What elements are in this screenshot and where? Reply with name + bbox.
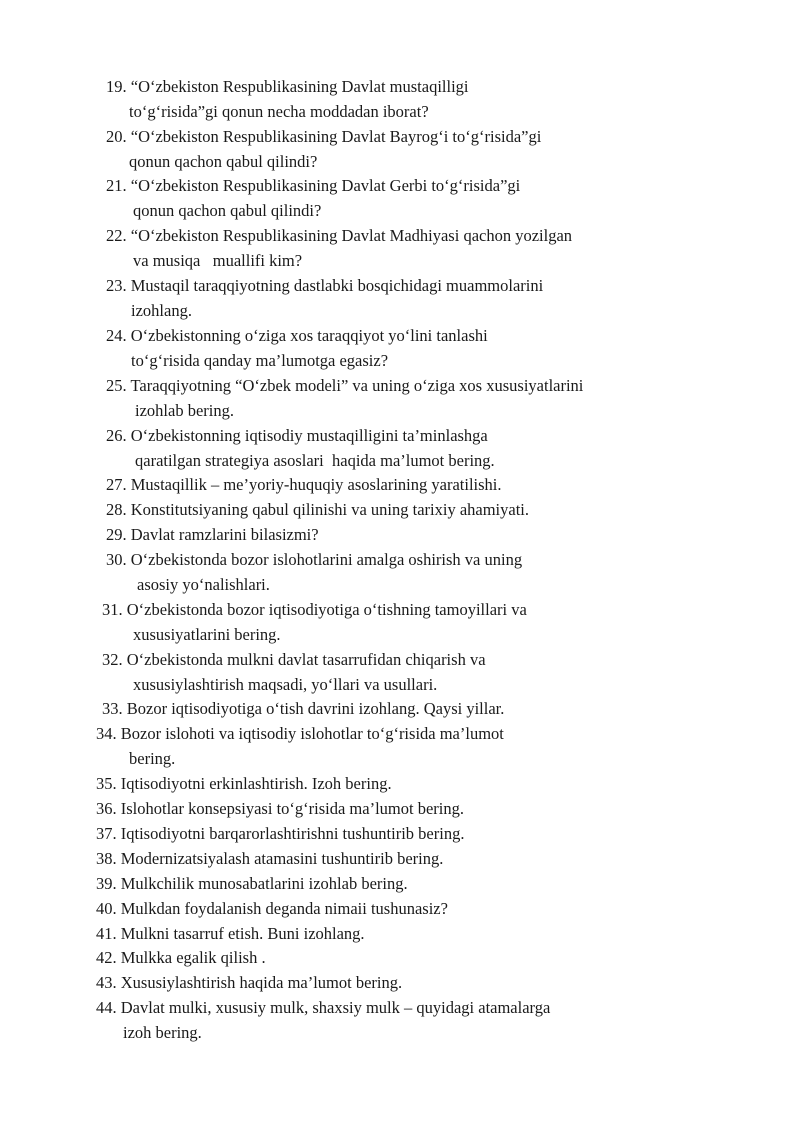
question-35: 35. Iqtisodiyotni erkinlashtirish. Izoh bering. bbox=[96, 774, 392, 793]
question-21-line-2: qonun qachon qabul qilindi? bbox=[133, 201, 322, 220]
question-30-line-1: 30. O‘zbekistonda bozor islohotlarini amalga oshirish va uning bbox=[106, 550, 523, 569]
question-30-line-2: asosiy yo‘nalishlari. bbox=[137, 575, 270, 594]
question-36: 36. Islohotlar konsepsiyasi to‘g‘risida ma’lumot bering. bbox=[96, 799, 464, 818]
question-22-line-1: 22. “O‘zbekiston Respublikasining Davlat Madhiyasi qachon yozilgan bbox=[106, 226, 573, 245]
question-26-line-1: 26. O‘zbekistonning iqtisodiy mustaqilligini ta’minlashga bbox=[106, 426, 488, 445]
question-29: 29. Davlat ramzlarini bilasizmi? bbox=[106, 525, 319, 544]
question-44-line-2: izoh bering. bbox=[123, 1023, 202, 1042]
question-44-line-1: 44. Davlat mulki, xususiy mulk, shaxsiy mulk – quyidagi atamalarga bbox=[96, 998, 551, 1017]
question-39: 39. Mulkchilik munosabatlarini izohlab bering. bbox=[96, 874, 408, 893]
question-24-line-2: to‘g‘risida qanday ma’lumotga egasiz? bbox=[131, 351, 389, 370]
question-25-line-2: izohlab bering. bbox=[135, 401, 234, 420]
question-24-line-1: 24. O‘zbekistonning o‘ziga xos taraqqiyot yo‘lini tanlashi bbox=[106, 326, 488, 345]
question-38: 38. Modernizatsiyalash atamasini tushuntirib bering. bbox=[96, 849, 444, 868]
question-19-line-2: to‘g‘risida”gi qonun necha moddadan iborat? bbox=[129, 102, 429, 121]
question-32-line-1: 32. O‘zbekistonda mulkni davlat tasarrufidan chiqarish va bbox=[102, 650, 486, 669]
question-41: 41. Mulkni tasarruf etish. Buni izohlang. bbox=[96, 924, 365, 943]
question-23-line-2: izohlang. bbox=[131, 301, 192, 320]
question-27: 27. Mustaqillik – me’yoriy-huquqiy asoslarining yaratilishi. bbox=[106, 475, 502, 494]
question-34-line-2: bering. bbox=[129, 749, 176, 768]
question-42: 42. Mulkka egalik qilish . bbox=[96, 948, 266, 967]
question-28: 28. Konstitutsiyaning qabul qilinishi va uning tarixiy ahamiyati. bbox=[106, 500, 529, 519]
question-20-line-2: qonun qachon qabul qilindi? bbox=[129, 152, 318, 171]
question-32-line-2: xususiylashtirish maqsadi, yo‘llari va usullari. bbox=[133, 675, 438, 694]
question-34-line-1: 34. Bozor islohoti va iqtisodiy islohotlar to‘g‘risida ma’lumot bbox=[96, 724, 504, 743]
question-22-line-2: va musiqa muallifi kim? bbox=[133, 251, 303, 270]
question-20-line-1: 20. “O‘zbekiston Respublikasining Davlat Bayrog‘i to‘g‘risida”gi bbox=[106, 127, 542, 146]
question-33: 33. Bozor iqtisodiyotiga o‘tish davrini izohlang. Qaysi yillar. bbox=[102, 699, 505, 718]
question-37: 37. Iqtisodiyotni barqarorlashtirishni tushuntirib bering. bbox=[96, 824, 465, 843]
question-19-line-1: 19. “O‘zbekiston Respublikasining Davlat mustaqilligi bbox=[106, 77, 469, 96]
question-31-line-2: xususiyatlarini bering. bbox=[133, 625, 281, 644]
question-23-line-1: 23. Mustaqil taraqqiyotning dastlabki bosqichidagi muammolarini bbox=[106, 276, 544, 295]
question-31-line-1: 31. O‘zbekistonda bozor iqtisodiyotiga o‘tishning tamoyillari va bbox=[102, 600, 527, 619]
question-25-line-1: 25. Taraqqiyotning “O‘zbek modeli” va uning o‘ziga xos xususiyatlarini bbox=[106, 376, 584, 395]
question-26-line-2: qaratilgan strategiya asoslari haqida ma’lumot bering. bbox=[135, 451, 495, 470]
question-40: 40. Mulkdan foydalanish deganda nimaii tushunasiz? bbox=[96, 899, 448, 918]
question-21-line-1: 21. “O‘zbekiston Respublikasining Davlat Gerbi to‘g‘risida”gi bbox=[106, 176, 521, 195]
question-43: 43. Xususiylashtirish haqida ma’lumot bering. bbox=[96, 973, 403, 992]
